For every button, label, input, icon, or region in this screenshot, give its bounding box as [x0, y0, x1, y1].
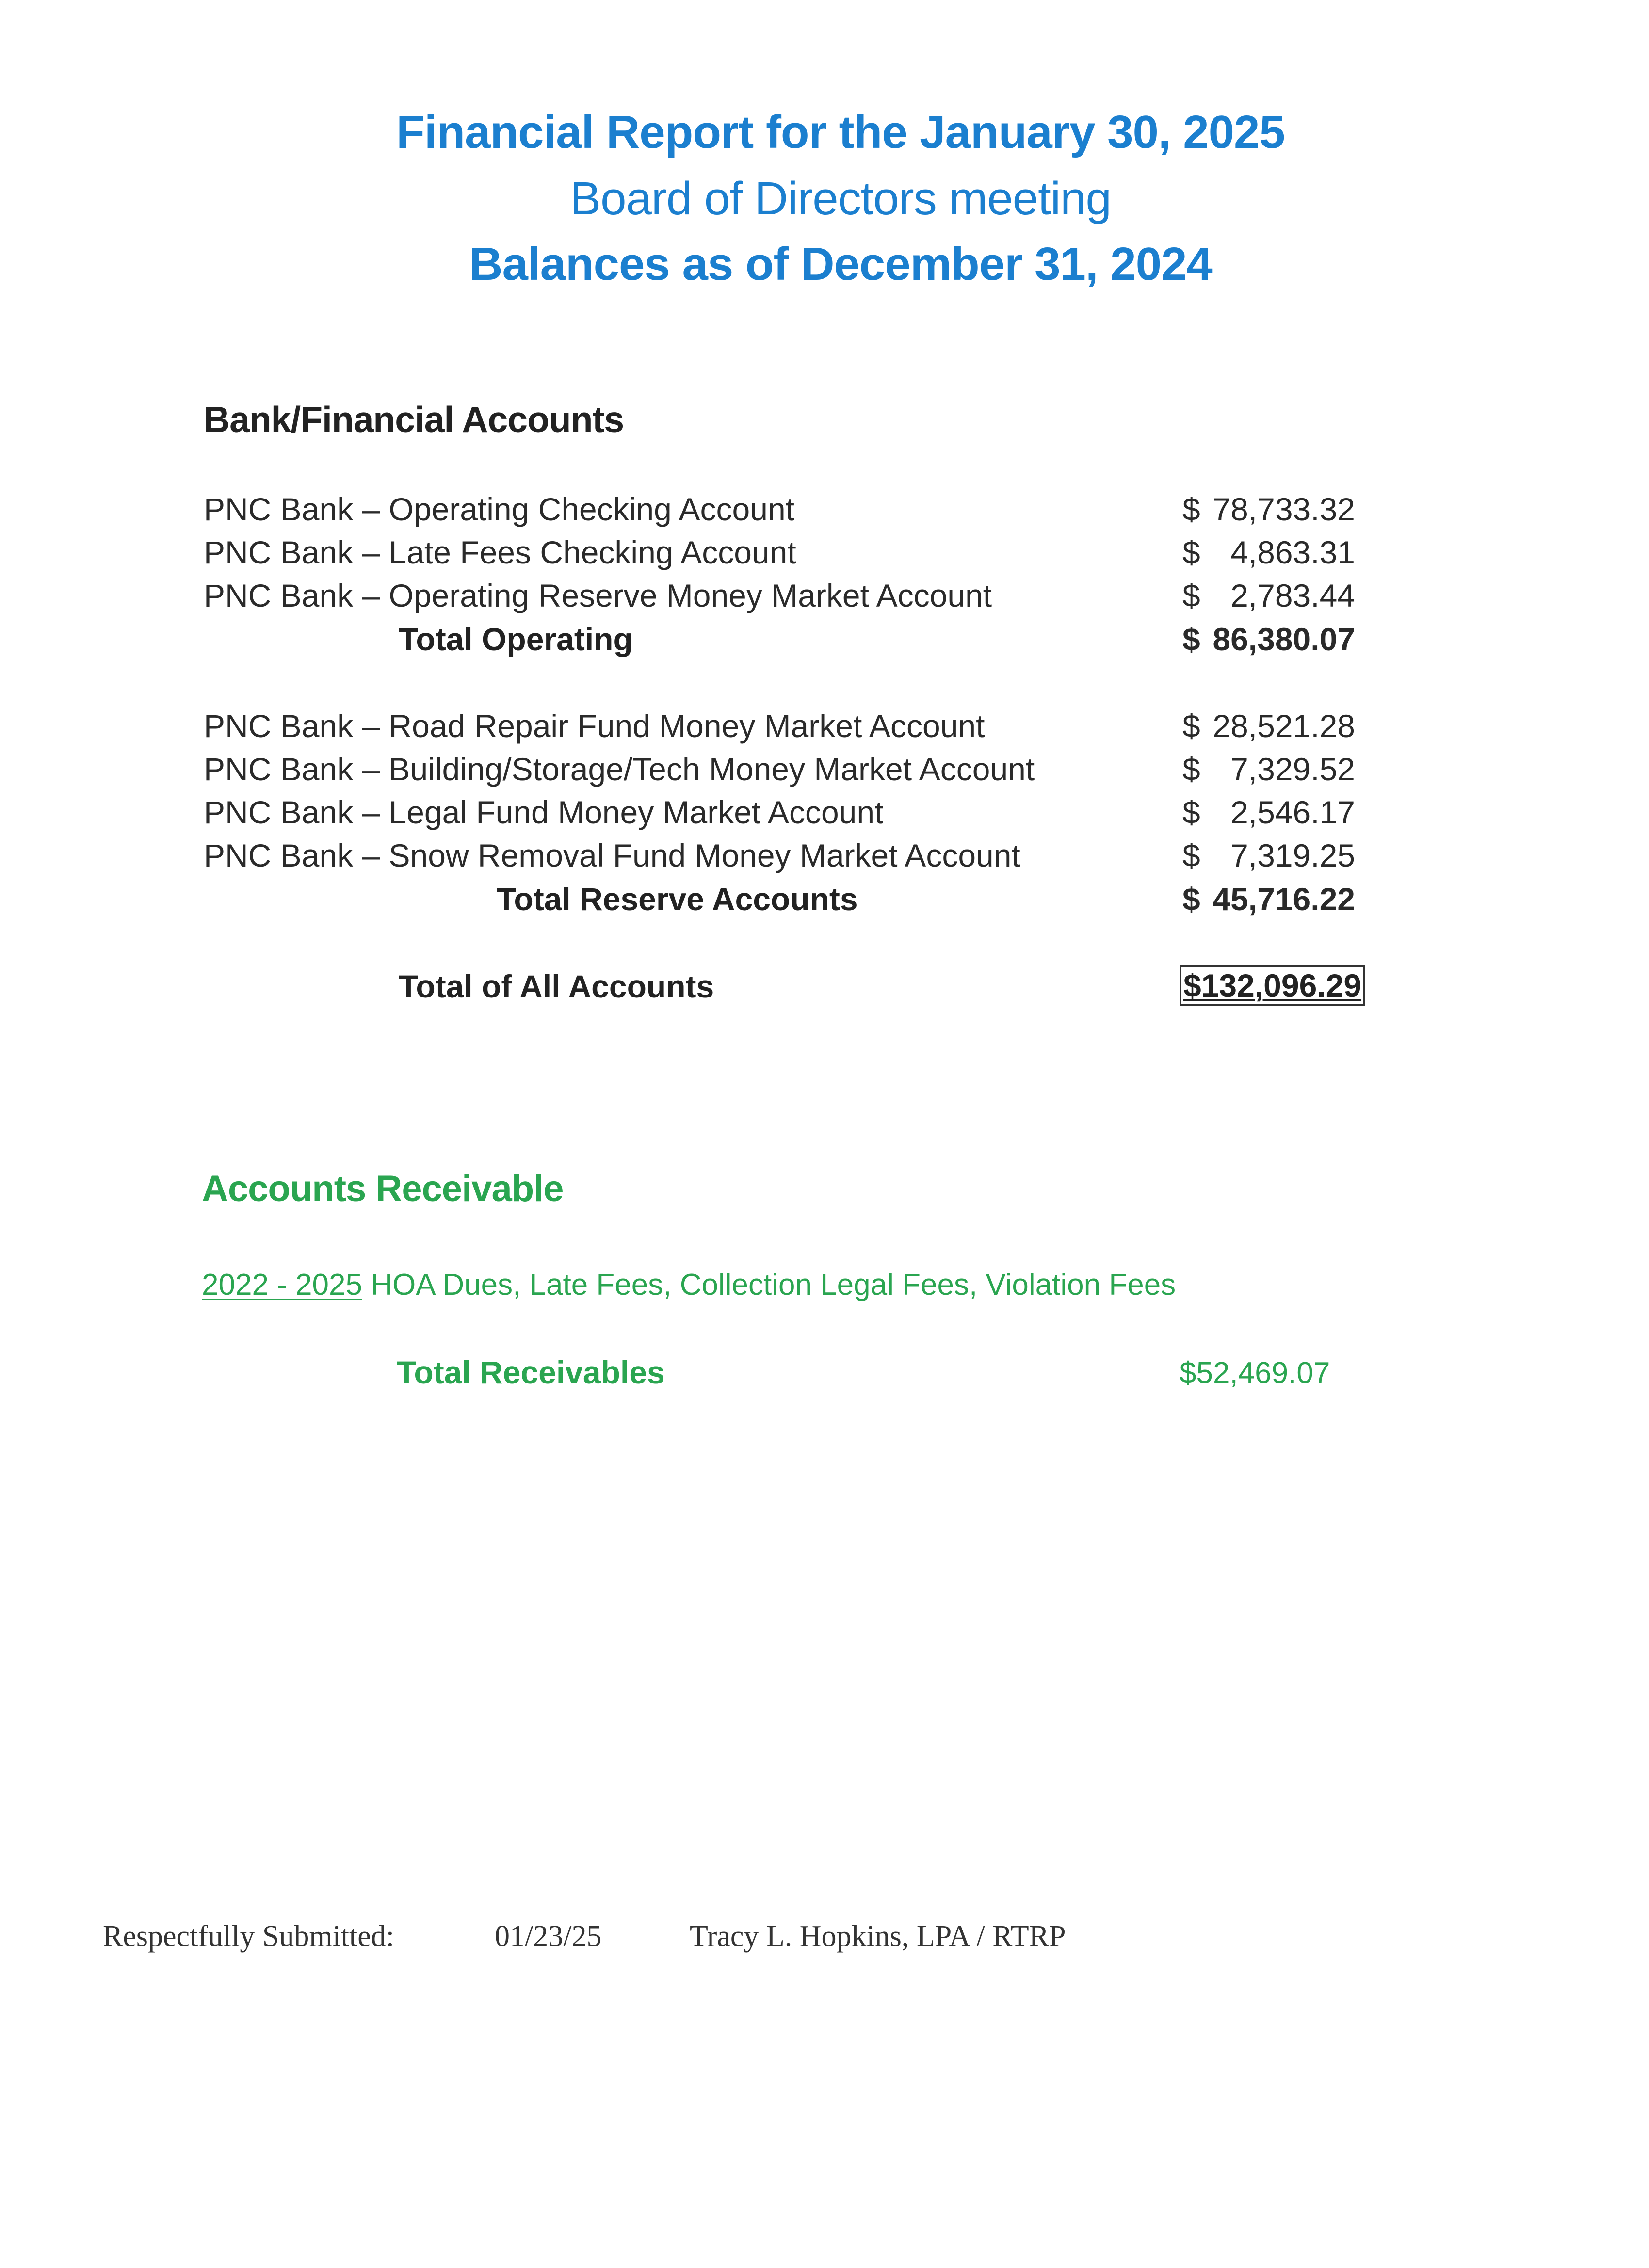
report-subtitle: Board of Directors meeting [570, 173, 1111, 225]
total-all-label: Total of All Accounts [399, 968, 714, 1004]
total-operating-label: Total Operating [399, 621, 633, 657]
account-label: PNC Bank – Legal Fund Money Market Account [204, 794, 884, 830]
bank-section-title: Bank/Financial Accounts [204, 399, 624, 440]
account-amount: 7,329.52 [1230, 751, 1355, 787]
total-operating-amount: 86,380.07 [1212, 621, 1355, 657]
currency-symbol: $ [1182, 881, 1200, 917]
report-title: Financial Report for the January 30, 2025 [396, 106, 1285, 158]
account-label: PNC Bank – Operating Checking Account [204, 491, 795, 527]
currency-symbol: $ [1182, 708, 1200, 744]
submitted-date: 01/23/25 [495, 1920, 602, 1953]
submitted-author: Tracy L. Hopkins, LPA / RTRP [690, 1920, 1066, 1953]
currency-symbol: $ [1182, 751, 1200, 787]
total-reserve-label: Total Reserve Accounts [497, 881, 858, 917]
submitted-label: Respectfully Submitted: [103, 1920, 394, 1953]
currency-symbol: $ [1182, 534, 1200, 570]
receivables-years: 2022 - 2025 [202, 1268, 362, 1302]
currency-symbol: $ [1182, 621, 1200, 657]
account-label: PNC Bank – Late Fees Checking Account [204, 534, 796, 570]
receivables-section-title: Accounts Receivable [202, 1168, 564, 1209]
total-receivables-label: Total Receivables [397, 1354, 665, 1390]
account-label: PNC Bank – Snow Removal Fund Money Market Account [204, 837, 1020, 873]
total-receivables-amount: $52,469.07 [1180, 1356, 1330, 1390]
account-amount: 2,783.44 [1230, 578, 1355, 613]
receivables-description: HOA Dues, Late Fees, Collection Legal Fees, Violation Fees [371, 1268, 1176, 1302]
account-amount: 28,521.28 [1212, 708, 1355, 744]
total-reserve-amount: 45,716.22 [1212, 881, 1355, 917]
currency-symbol: $ [1182, 794, 1200, 830]
balances-date: Balances as of December 31, 2024 [469, 238, 1212, 290]
currency-symbol: $ [1182, 837, 1200, 873]
currency-symbol: $ [1182, 491, 1200, 527]
account-label: PNC Bank – Operating Reserve Money Market Account [204, 578, 992, 613]
account-amount: 4,863.31 [1230, 534, 1355, 570]
account-amount: 7,319.25 [1230, 837, 1355, 873]
account-amount: 78,733.32 [1212, 491, 1355, 527]
total-all-amount: $132,096.29 [1180, 965, 1365, 1006]
account-amount: 2,546.17 [1230, 794, 1355, 830]
account-label: PNC Bank – Building/Storage/Tech Money Market Account [204, 751, 1035, 787]
receivables-description-line [202, 1268, 1176, 1302]
account-label: PNC Bank – Road Repair Fund Money Market Account [204, 708, 985, 744]
currency-symbol: $ [1182, 578, 1200, 613]
